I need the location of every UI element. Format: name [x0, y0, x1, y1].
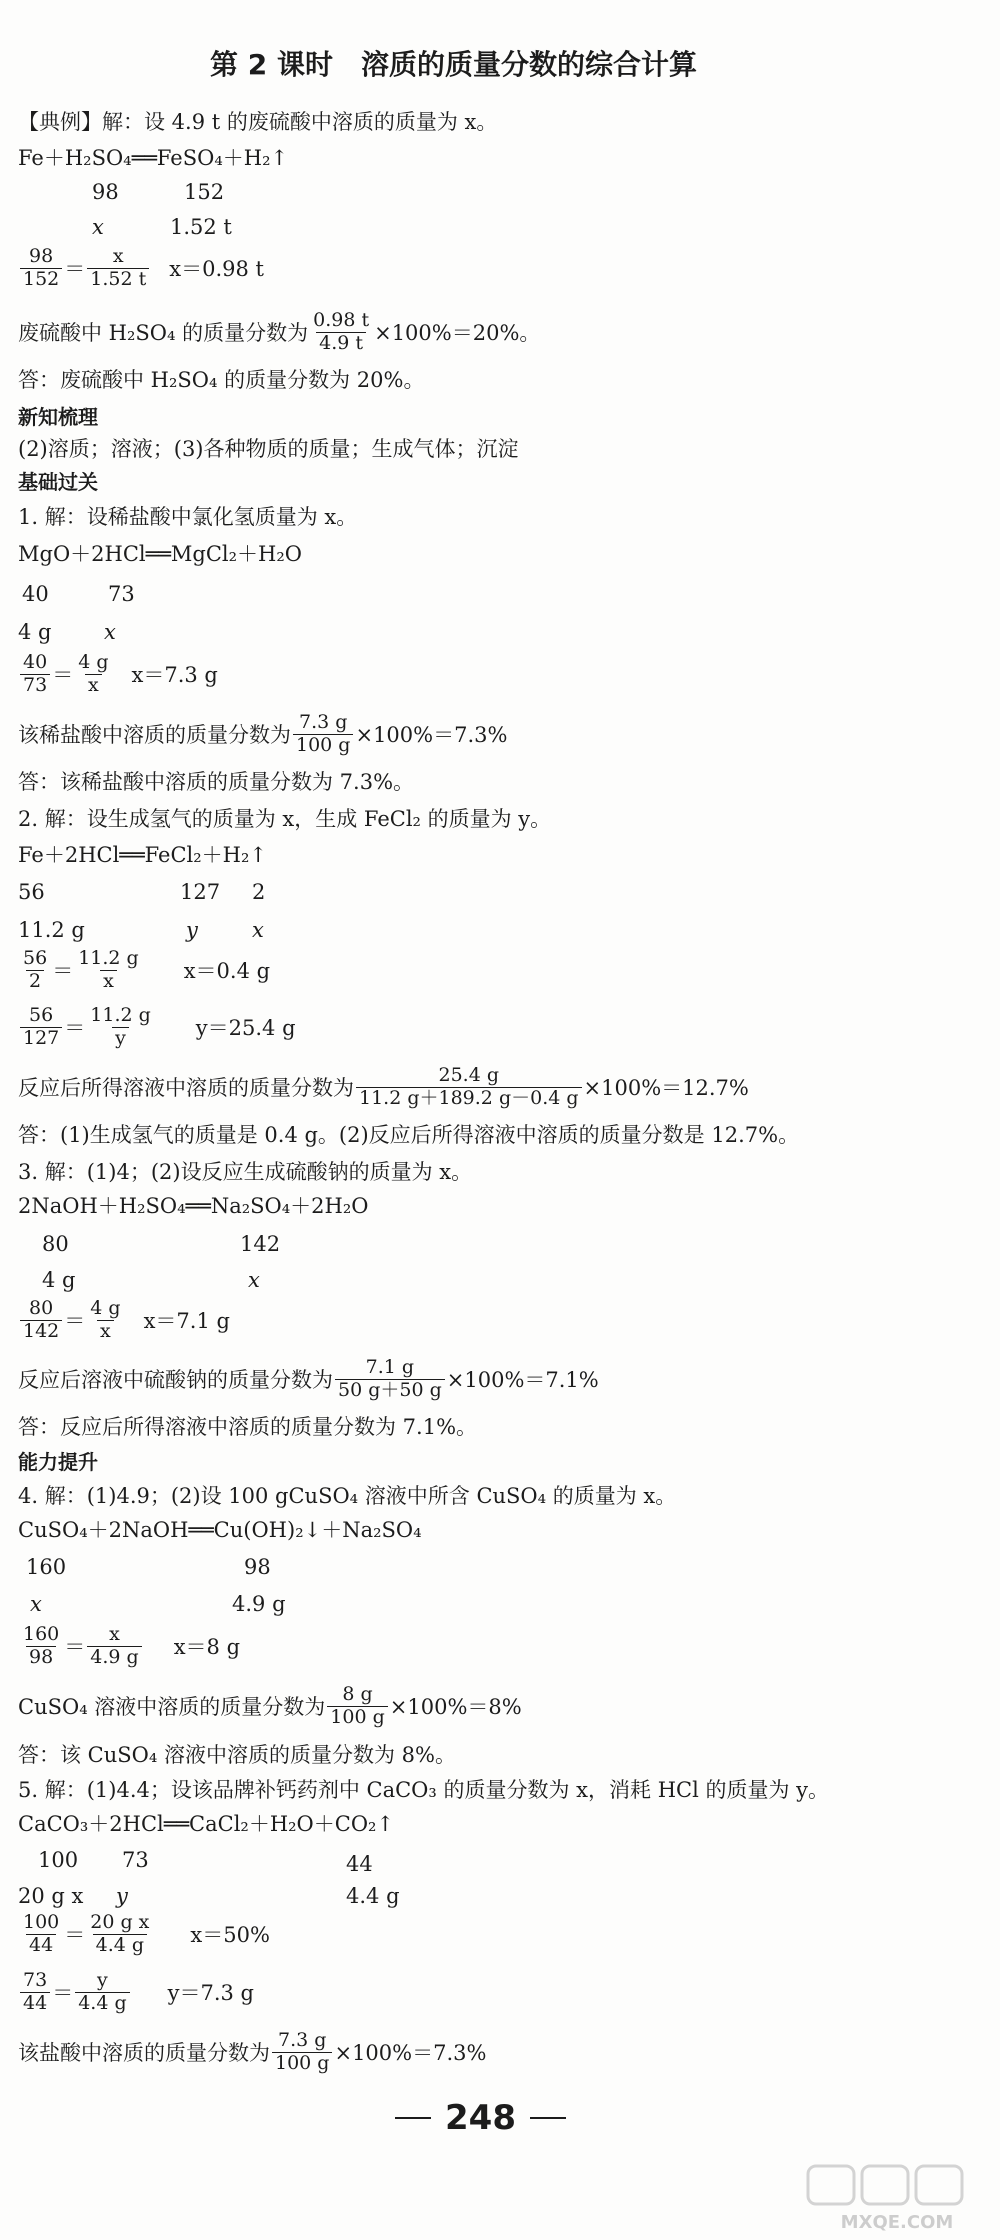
proportion-result: x＝8 g	[173, 1635, 241, 1660]
fraction-denominator: 100 g	[272, 2052, 332, 2075]
q1-molar-2: 73	[108, 582, 135, 606]
q3-equation: 2NaOH＋H₂SO₄══Na₂SO₄＋2H₂O	[18, 1194, 369, 1218]
q5-proportion-x: $\frac{100}{44}$ ＝ $\frac{\text{20 g x}}{4.4 g}$ x＝50%	[18, 1912, 270, 1957]
fraction-numerator: 98	[29, 245, 54, 267]
fraction-numerator: x	[112, 245, 124, 267]
fraction-numerator: 56	[29, 1004, 54, 1026]
percentage-lead: 废硫酸中 H₂SO₄ 的质量分数为	[18, 321, 309, 346]
q1-var-1: 4 g	[18, 620, 52, 644]
q5-var-1: 20 g x	[18, 1884, 84, 1908]
fraction-numerator: 80	[29, 1297, 54, 1319]
fraction-denominator: 1.52 t	[87, 268, 149, 291]
proportion-result: x＝0.98 t	[169, 257, 264, 282]
proportion-result: x＝0.4 g	[183, 959, 271, 984]
q2-var-2: y	[186, 918, 198, 942]
q3-molar-1: 80	[42, 1232, 69, 1256]
page-title: 第 2 课时 溶质的质量分数的综合计算	[210, 48, 697, 81]
percentage-result: ×100%＝7.1%	[446, 1368, 599, 1393]
example-lead: 【典例】解：设 4.9 t 的废硫酸中溶质的质量为 x。	[18, 110, 498, 134]
fraction-numerator: 40	[23, 651, 48, 673]
q3-var-1: 4 g	[42, 1268, 76, 1292]
q4-var-2: 4.9 g	[232, 1592, 286, 1616]
q4-equation: CuSO₄＋2NaOH══Cu(OH)₂↓＋Na₂SO₄	[18, 1518, 422, 1542]
example-answer: 答：废硫酸中 H₂SO₄ 的质量分数为 20%。	[18, 368, 425, 392]
fraction-numerator: 11.2 g	[78, 947, 139, 969]
proportion-result: x＝50%	[190, 1923, 270, 1948]
q1-percentage	[18, 712, 507, 757]
q1-molar-1: 40	[22, 582, 49, 606]
watermark-text: MXQE.COM	[840, 2212, 954, 2233]
percentage-lead: 该稀盐酸中溶质的质量分数为	[18, 723, 291, 748]
q5-molar-2: 73	[122, 1848, 149, 1872]
fraction-numerator: 4 g	[78, 651, 109, 673]
percentage-lead: 该盐酸中溶质的质量分数为	[18, 2041, 270, 2066]
fraction-denominator: 100 g	[327, 1706, 387, 1729]
q2-var-1: 11.2 g	[18, 918, 85, 942]
q5-var-3: 4.4 g	[346, 1884, 400, 1908]
q4-molar-1: 160	[26, 1555, 67, 1579]
q5-percentage	[18, 2030, 486, 2075]
q5-lead: 5. 解：(1)4.4；设该品牌补钙药剂中 CaCO₃ 的质量分数为 x，消耗 HCl 的质量为 y。	[18, 1778, 829, 1802]
fraction-denominator: 4.9 g	[87, 1646, 141, 1669]
example-proportion: $\frac{98}{152}$ ＝ $\frac{x}{1.52 t}$ x＝0.98 t	[18, 246, 264, 291]
q3-lead: 3. 解：(1)4；(2)设反应生成硫酸钠的质量为 x。	[18, 1160, 473, 1184]
page-number-group	[395, 2098, 566, 2139]
example-var-1: x	[92, 215, 104, 239]
q2-proportion-x: $\frac{56}{2}$ ＝ $\frac{11.2 g}{x}$ x＝0.4 g	[18, 948, 270, 993]
fraction-numerator: y	[97, 1969, 108, 1991]
proportion-result: y＝25.4 g	[195, 1016, 296, 1041]
q5-molar-1: 100	[38, 1848, 79, 1872]
example-equation: Fe＋H₂SO₄══FeSO₄＋H₂↑	[18, 146, 289, 170]
q1-lead: 1. 解：设稀盐酸中氯化氢质量为 x。	[18, 505, 358, 529]
q4-var-1: x	[30, 1592, 42, 1616]
fraction-numerator: 25.4 g	[438, 1064, 500, 1086]
fraction-numerator: 7.3 g	[278, 2029, 327, 2051]
fraction-denominator: 98	[26, 1646, 56, 1669]
q4-proportion: $\frac{160}{98}$ ＝ $\frac{x}{4.9 g}$ x＝8 g	[18, 1624, 240, 1669]
fraction-denominator: y	[112, 1027, 129, 1050]
fraction-denominator: 50 g＋50 g	[335, 1379, 445, 1402]
fraction-numerator: 0.98 t	[313, 309, 370, 331]
q3-answer: 答：反应后所得溶液中溶质的质量分数为 7.1%。	[18, 1415, 478, 1439]
fraction-denominator: 4.4 g	[93, 1934, 147, 1957]
percentage-lead: 反应后溶液中硫酸钠的质量分数为	[18, 1368, 333, 1393]
q1-answer: 答：该稀盐酸中溶质的质量分数为 7.3%。	[18, 770, 415, 794]
q2-proportion-y: $\frac{56}{127}$ ＝ $\frac{11.2 g}{y}$ y＝25.4 g	[18, 1005, 296, 1050]
q2-molar-3: 2	[252, 880, 266, 904]
fraction-numerator: x	[109, 1623, 120, 1645]
q3-percentage	[18, 1357, 599, 1402]
q3-proportion: $\frac{80}{142}$ ＝ $\frac{4 g}{x}$ x＝7.1 g	[18, 1298, 230, 1343]
q4-percentage	[18, 1684, 522, 1729]
q2-equation: Fe＋2HCl══FeCl₂＋H₂↑	[18, 843, 267, 867]
q2-lead: 2. 解：设生成氢气的质量为 x，生成 FeCl₂ 的质量为 y。	[18, 807, 552, 831]
new-knowledge-line: (2)溶质；溶液；(3)各种物质的质量；生成气体；沉淀	[18, 437, 519, 461]
fraction-numerator: 4 g	[90, 1297, 121, 1319]
fraction-denominator: 4.4 g	[75, 1992, 129, 2015]
q4-lead: 4. 解：(1)4.9；(2)设 100 gCuSO₄ 溶液中所含 CuSO₄ 的质量为 x。	[18, 1484, 677, 1508]
fraction-denominator: 152	[20, 268, 62, 291]
fraction-denominator: 142	[20, 1320, 62, 1343]
q2-molar-2: 127	[180, 880, 221, 904]
fraction-numerator: 8 g	[342, 1683, 373, 1705]
fraction-numerator: 73	[23, 1969, 48, 1991]
q2-molar-1: 56	[18, 880, 45, 904]
q1-proportion: $\frac{40}{73}$ ＝ $\frac{4 g}{x}$ x＝7.3 g	[18, 652, 218, 697]
example-percentage	[18, 310, 540, 355]
fraction-denominator: 2	[26, 970, 44, 993]
fraction-denominator: 4.9 t	[316, 332, 366, 355]
q3-var-2: x	[248, 1268, 260, 1292]
q4-molar-2: 98	[244, 1555, 271, 1579]
q5-equation: CaCO₃＋2HCl══CaCl₂＋H₂O＋CO₂↑	[18, 1812, 395, 1836]
percentage-result: ×100%＝7.3%	[334, 2041, 487, 2066]
fraction-denominator: x	[97, 1320, 114, 1343]
percentage-result: ×100%＝8%	[389, 1695, 522, 1720]
fraction-numerator: 11.2 g	[90, 1004, 151, 1026]
page-number-rule-left	[395, 2117, 431, 2119]
percentage-lead: CuSO₄ 溶液中溶质的质量分数为	[18, 1695, 326, 1720]
fraction-denominator: 44	[20, 1992, 50, 2015]
watermark-graphic	[802, 2162, 992, 2234]
example-molar-1: 98	[92, 180, 119, 204]
fraction-denominator: 11.2 g＋189.2 g－0.4 g	[356, 1087, 582, 1110]
fraction-numerator: 20 g x	[90, 1911, 150, 1933]
q1-var-2: x	[104, 620, 116, 644]
fraction-numerator: 100	[23, 1911, 60, 1933]
section-heading-new-knowledge: 新知梳理	[18, 405, 98, 429]
example-molar-2: 152	[184, 180, 225, 204]
q3-molar-2: 142	[240, 1232, 281, 1256]
page-number: 248	[445, 2098, 516, 2138]
section-heading-basic: 基础过关	[18, 470, 98, 494]
percentage-result: ×100%＝12.7%	[583, 1076, 749, 1101]
fraction-numerator: 7.3 g	[299, 711, 348, 733]
q2-percentage	[18, 1065, 749, 1110]
q5-var-2: y	[116, 1884, 128, 1908]
percentage-lead: 反应后所得溶液中溶质的质量分数为	[18, 1076, 354, 1101]
fraction-denominator: x	[100, 970, 117, 993]
q2-var-3: x	[252, 918, 264, 942]
proportion-result: y＝7.3 g	[167, 1981, 254, 2006]
q1-equation: MgO＋2HCl══MgCl₂＋H₂O	[18, 542, 303, 566]
fraction-denominator: 44	[26, 1934, 56, 1957]
q4-answer: 答：该 CuSO₄ 溶液中溶质的质量分数为 8%。	[18, 1743, 456, 1767]
fraction-denominator: x	[85, 674, 102, 697]
example-var-2: 1.52 t	[170, 215, 232, 239]
proportion-result: x＝7.1 g	[143, 1309, 230, 1334]
proportion-result: x＝7.3 g	[131, 663, 218, 688]
page-number-rule-right	[530, 2117, 566, 2119]
fraction-numerator: 160	[23, 1623, 60, 1645]
fraction-denominator: 100 g	[293, 734, 353, 757]
fraction-numerator: 7.1 g	[365, 1356, 415, 1378]
percentage-result: ×100%＝7.3%	[355, 723, 508, 748]
percentage-result: ×100%＝20%。	[374, 321, 541, 346]
fraction-denominator: 73	[20, 674, 50, 697]
fraction-numerator: 56	[23, 947, 48, 969]
watermark-logo	[802, 2162, 992, 2234]
q5-proportion-y: $\frac{73}{44}$ ＝ $\frac{y}{4.4 g}$ y＝7.3 g	[18, 1970, 254, 2015]
section-heading-advanced: 能力提升	[18, 1450, 98, 1474]
q5-molar-3: 44	[346, 1852, 373, 1876]
fraction-denominator: 127	[20, 1027, 62, 1050]
q2-answer: 答：(1)生成氢气的质量是 0.4 g。(2)反应后所得溶液中溶质的质量分数是 12.7%。	[18, 1123, 800, 1147]
